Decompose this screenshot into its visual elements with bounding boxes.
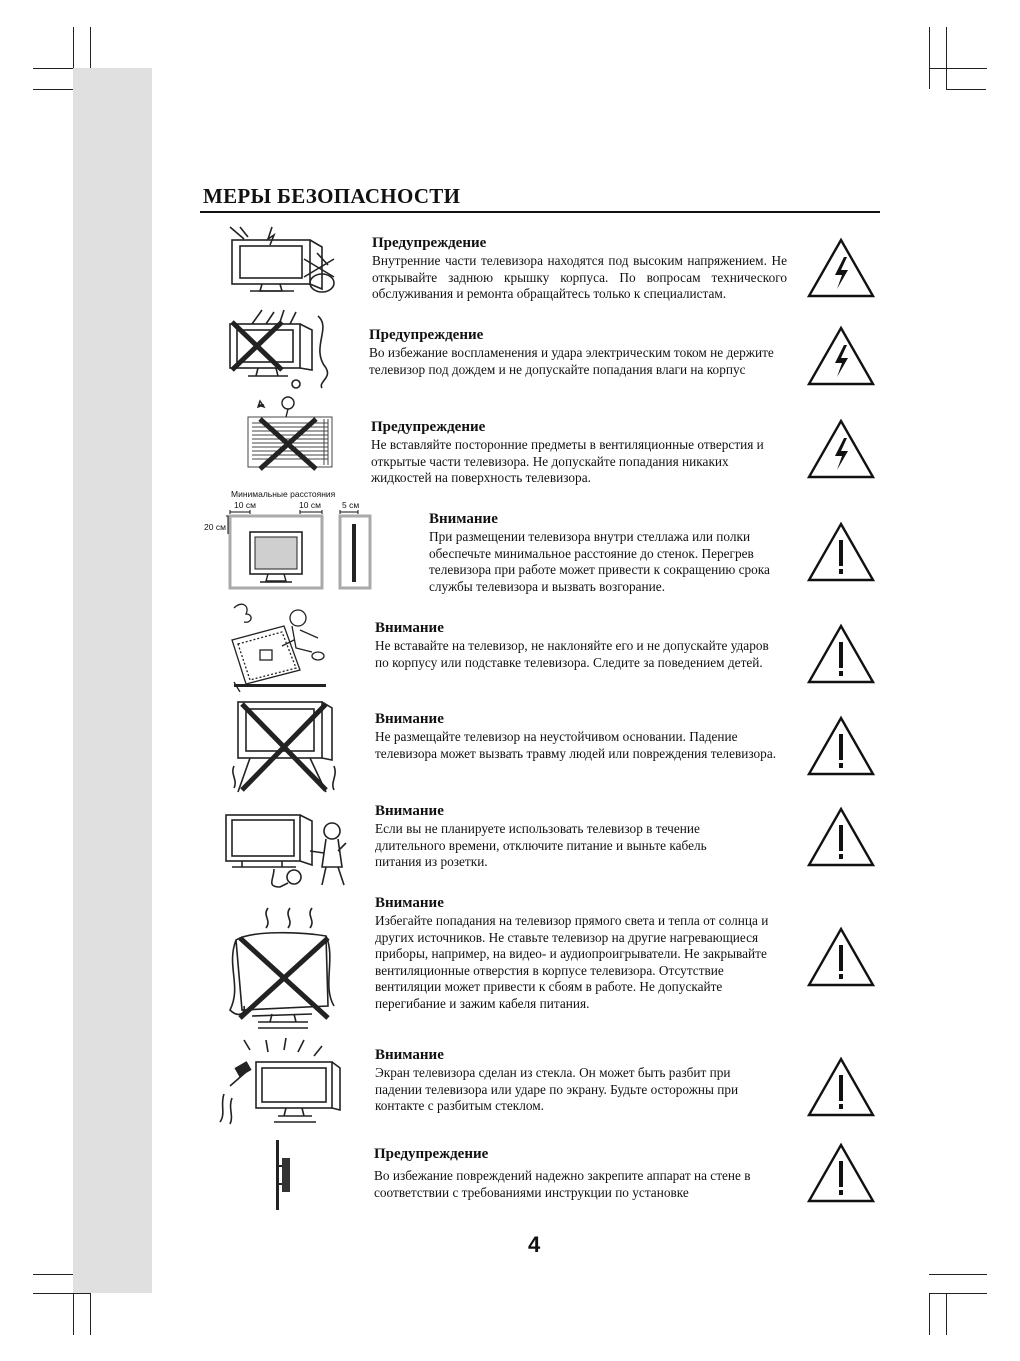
item-body: Если вы не планируете использовать телевизор в течение длительного времени, отключите питание и выньте кабель питания из розетки. <box>375 821 707 869</box>
title-rule <box>200 211 880 213</box>
item-heading: Внимание <box>375 1047 444 1063</box>
electric-hazard-sign-icon <box>806 418 876 480</box>
caution-sign-icon <box>806 521 876 583</box>
gray-sidebar <box>73 68 152 1293</box>
item-body: Не вставайте на телевизор, не наклоняйте его и не допускайте ударов по корпусу или подставке телевизора. Следите за поведением детей. <box>375 638 769 670</box>
item-body: Во избежание воспламенения и удара электрическим током не держите телевизор под дождем и не допускайте попадания влаги на корпус <box>369 345 774 377</box>
item-heading: Предупреждение <box>372 235 487 251</box>
tv-hammer-icon <box>216 1036 346 1132</box>
item-heading: Внимание <box>375 620 444 636</box>
side-gap-right-label: 10 см <box>299 500 321 510</box>
item-heading: Внимание <box>429 511 498 527</box>
item-body: Не размещайте телевизор на неустойчивом основании. Падение телевизора может вызвать травму людей или повреждения телевизора. <box>375 729 777 761</box>
back-gap-label: 5 см <box>342 500 360 510</box>
child-on-tv-icon <box>226 600 326 692</box>
tv-covered-heat-icon <box>222 906 352 1036</box>
caution-sign-icon <box>806 926 876 988</box>
item-body: Не вставляйте посторонние предметы в вентиляционные отверстия и открытые части телевизора. Не допускайте попадания никаких жидкостей на поверхность телевизора. <box>371 437 764 485</box>
item-body: Избегайте попадания на телевизор прямого света и тепла от солнца и других источников. Не ставьте телевизор на другие нагревающиеся приборы, например, на видео- и аудиопроигрыватели. Не закрывайте вентиляционные отверстия в корпусе телевизора. Отсутствие вентиляции может привести к сбоям в работе. Не допускайте перегибание и зажим кабеля питания. <box>375 913 769 1011</box>
item-heading: Предупреждение <box>374 1146 489 1162</box>
tv-vent-liquid-icon <box>240 395 340 475</box>
caution-sign-icon <box>806 1142 876 1204</box>
top-gap-label: 20 см <box>204 522 226 532</box>
caution-sign-icon <box>806 715 876 777</box>
item-body: Экран телевизора сделан из стекла. Он может быть разбит при падении телевизора или ударе по экрану. Будьте осторожны при контакте с разбитым стеклом. <box>375 1065 739 1113</box>
caution-sign-icon <box>806 1056 876 1118</box>
item-body: Во избежание повреждений надежно закрепите аппарат на стене в соответствии с требованиями инструкции по установке <box>374 1168 751 1200</box>
caution-sign-icon <box>806 806 876 868</box>
wall-mount-icon <box>268 1138 308 1212</box>
diagram-caption: Минимальные расстояния <box>231 489 336 499</box>
tv-back-cover-icon <box>222 225 350 303</box>
item-heading: Предупреждение <box>371 419 486 435</box>
tv-rain-icon <box>222 308 350 390</box>
page-number: 4 <box>528 1232 541 1257</box>
tv-unplug-icon <box>222 807 352 891</box>
item-heading: Предупреждение <box>369 327 484 343</box>
item-heading: Внимание <box>375 895 444 911</box>
side-gap-label: 10 см <box>234 500 256 510</box>
tv-unstable-icon <box>230 694 338 794</box>
tv-clearance-diagram <box>202 486 382 594</box>
item-heading: Внимание <box>375 803 444 819</box>
page-title: МЕРЫ БЕЗОПАСНОСТИ <box>203 184 461 208</box>
item-body: Внутренние части телевизора находятся под высоким напряжением. Не открывайте заднюю крышку корпуса. По вопросам технического обслуживания и ремонта обращайтесь только к специалистам. <box>372 253 787 301</box>
electric-hazard-sign-icon <box>806 237 876 299</box>
electric-hazard-sign-icon <box>806 325 876 387</box>
item-heading: Внимание <box>375 711 444 727</box>
caution-sign-icon <box>806 623 876 685</box>
item-body: При размещении телевизора внутри стеллажа или полки обеспечьте минимальное расстояние до стенок. Перегрев телевизора при работе может привести к сокращению срока службы телевизора и вызвать возгорание. <box>429 529 770 594</box>
